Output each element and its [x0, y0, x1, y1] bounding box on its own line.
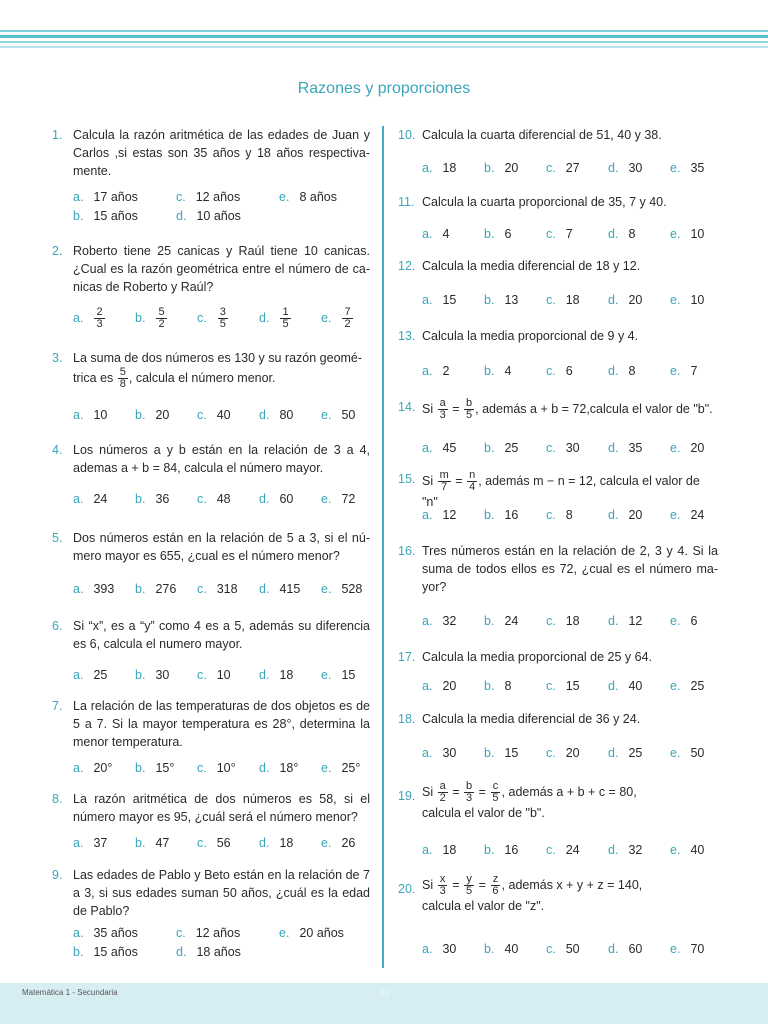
question-text: Si $\frac{m}{7}$ = $\frac{n}{4}$ , además m − n = 12, calcula el valor de "n" — [422, 469, 700, 509]
question-number: 3. — [52, 351, 63, 365]
question-text: Dos números están en la relación de 5 a 3, si el nú-mero mayor es 655, ¿cual es el número menor? — [73, 531, 370, 563]
question-text: Calcula la media proporcional de 9 y 4. — [422, 329, 639, 343]
option-d[interactable]: d. $\frac{1}{5}$ — [259, 306, 289, 330]
option-d[interactable]: d. 30 — [608, 161, 643, 175]
option-d[interactable]: d. 8 — [608, 364, 636, 378]
question-number: 1. — [52, 128, 63, 142]
question-number: 6. — [52, 619, 63, 633]
option-a[interactable]: a. 12 — [422, 508, 457, 522]
option-c[interactable]: c. 8 — [546, 508, 573, 522]
column-divider — [382, 126, 384, 968]
option-c[interactable]: c. 18 — [546, 614, 580, 628]
option-a[interactable]: a. 30 — [422, 746, 457, 760]
question-6 — [52, 617, 370, 653]
question-number: 17. — [398, 650, 416, 664]
fraction: $\frac{c}{5}$ — [492, 780, 499, 804]
option-a[interactable]: a. 18 — [422, 843, 457, 857]
fraction: $\frac{a}{2}$ — [439, 780, 446, 804]
question-text: Calcula la cuarta proporcional de 35, 7 y 40. — [422, 195, 667, 209]
question-15 — [398, 470, 718, 511]
question-number: 18. — [398, 712, 416, 726]
question-17 — [398, 648, 718, 666]
option-e[interactable]: e. 50 — [321, 408, 356, 422]
question-3 — [52, 349, 370, 390]
option-c[interactable]: c. 30 — [546, 441, 580, 455]
option-b[interactable]: b. 6 — [484, 227, 512, 241]
question-number: 12. — [398, 259, 416, 273]
question-1 — [52, 126, 370, 180]
question-text: Calcula la razón aritmética de las edades de Juan y Carlos ,si estas son 35 años y 18 años respectiva-mente. — [73, 128, 370, 178]
option-a[interactable]: a. 2 — [422, 364, 450, 378]
option-d[interactable]: d. 25 — [608, 746, 643, 760]
option-a[interactable]: a. 45 — [422, 441, 457, 455]
question-12 — [398, 257, 718, 275]
option-c[interactable]: c. 27 — [546, 161, 580, 175]
question-text: Tres números están en la relación de 2, 3 y 4. Si la suma de todos ellos es 72, ¿cual es el número ma-yor? — [422, 544, 718, 594]
option-e[interactable]: e. 10 — [670, 227, 705, 241]
option-c[interactable]: c. 48 — [197, 492, 231, 506]
option-b[interactable]: b. 15 años — [73, 945, 138, 959]
page-footer — [0, 983, 768, 1024]
option-d[interactable]: d. 18 años — [176, 945, 241, 959]
option-e[interactable]: e. 40 — [670, 843, 705, 857]
option-e[interactable]: e. 20 años — [279, 926, 344, 940]
option-c[interactable]: c. 318 — [197, 582, 238, 596]
option-d[interactable]: d. 40 — [608, 679, 643, 693]
question-5 — [52, 529, 370, 565]
option-c[interactable]: c. 12 años — [176, 190, 241, 204]
option-a[interactable]: a. 20 — [422, 679, 457, 693]
option-d[interactable]: d. 10 años — [176, 209, 241, 223]
option-e[interactable]: e. 25 — [670, 679, 705, 693]
option-e[interactable]: e. 8 años — [279, 190, 337, 204]
option-c[interactable]: c. $\frac{3}{5}$ — [197, 306, 226, 330]
option-d[interactable]: d. 20 — [608, 508, 643, 522]
option-d[interactable]: d. 60 — [608, 942, 643, 956]
question-number: 11. — [398, 195, 415, 209]
option-b[interactable]: b. 13 — [484, 293, 519, 307]
question-text: Calcula la media proporcional de 25 y 64. — [422, 650, 652, 664]
option-d[interactable]: d. 35 — [608, 441, 643, 455]
question-number: 19. — [398, 789, 416, 803]
question-text: Si $\frac{a}{2}$ = $\frac{b}{3}$ = $\frac{c}{5}$ , además a + b + c = 80, calcula el valor de "b". — [422, 780, 637, 820]
option-c[interactable]: c. 50 — [546, 942, 580, 956]
question-number: 14. — [398, 400, 416, 414]
option-a[interactable]: a. 15 — [422, 293, 457, 307]
option-d[interactable]: d. 18 — [259, 836, 294, 850]
question-text: La razón aritmética de dos números es 58, si el número mayor es 95, ¿cuál será el número menor? — [73, 792, 370, 824]
option-c[interactable]: c. 24 — [546, 843, 580, 857]
option-d[interactable]: d. 415 — [259, 582, 301, 596]
option-b[interactable]: b. 47 — [135, 836, 170, 850]
option-d[interactable]: d. 8 — [608, 227, 636, 241]
option-c[interactable]: c. 56 — [197, 836, 231, 850]
question-text: Calcula la media diferencial de 18 y 12. — [422, 259, 641, 273]
question-18 — [398, 710, 718, 728]
option-e[interactable]: e. 6 — [670, 614, 698, 628]
option-e[interactable]: e. 10 — [670, 293, 705, 307]
question-text: La relación de las temperaturas de dos objetos es de 5 a 7. Si la mayor temperatura es 28°, determina la menor temperatura. — [73, 699, 370, 749]
question-number: 9. — [52, 868, 63, 882]
option-d[interactable]: d. 20 — [608, 293, 643, 307]
option-b[interactable]: b. 4 — [484, 364, 512, 378]
option-b[interactable]: b. 30 — [135, 668, 170, 682]
option-b[interactable]: b. 20 — [484, 161, 519, 175]
question-11 — [398, 193, 718, 211]
option-b[interactable]: b. 24 — [484, 614, 519, 628]
option-e[interactable]: e. 7 — [670, 364, 698, 378]
question-number: 4. — [52, 443, 63, 457]
question-14 — [398, 398, 718, 421]
option-b[interactable]: b. 40 — [484, 942, 519, 956]
fraction: $\frac{7}{2}$ — [344, 306, 351, 330]
question-text: La suma de dos números es 130 y su razón geomé- trica es $\frac{5}{8}$ , calcula el número menor. — [73, 351, 363, 390]
option-e[interactable]: e. 20 — [670, 441, 705, 455]
question-text: Calcula la cuarta diferencial de 51, 40 y 38. — [422, 128, 662, 142]
question-number: 16. — [398, 544, 416, 558]
question-4 — [52, 441, 370, 477]
option-e[interactable]: e. $\frac{7}{2}$ — [321, 306, 351, 330]
option-e[interactable]: e. 50 — [670, 746, 705, 760]
fraction: $\frac{n}{4}$ — [469, 469, 476, 493]
question-text: Si “x”, es a “y” como 4 es a 5, además su diferencia es 6, calcula el numero mayor. — [73, 619, 370, 651]
option-c[interactable]: c. 7 — [546, 227, 573, 241]
option-d[interactable]: d. 18 — [259, 668, 294, 682]
question-number: 7. — [52, 699, 63, 713]
question-number: 13. — [398, 329, 416, 343]
option-b[interactable]: b. 25 — [484, 441, 519, 455]
question-number: 5. — [52, 531, 63, 545]
page-title: Razones y proporciones — [297, 80, 471, 97]
option-e[interactable]: e. 24 — [670, 508, 705, 522]
question-number: 10. — [398, 128, 416, 142]
question-19 — [398, 781, 718, 822]
option-e[interactable]: e. 15 — [321, 668, 356, 682]
question-text: Los números a y b están en la relación de 3 a 4, ademas a + b = 84, calcula el número mayor. — [73, 443, 370, 475]
question-16 — [398, 542, 718, 596]
fraction: $\frac{1}{5}$ — [282, 306, 289, 330]
option-b[interactable]: b. 20 — [135, 408, 170, 422]
question-text: Calcula la media diferencial de 36 y 24. — [422, 712, 641, 726]
option-b[interactable]: b. 16 — [484, 843, 519, 857]
option-e[interactable]: e. 26 — [321, 836, 356, 850]
option-b[interactable]: b. 15° — [135, 761, 175, 775]
fraction: $\frac{m}{7}$ — [439, 469, 449, 493]
fraction: $\frac{5}{2}$ — [158, 306, 165, 330]
option-c[interactable]: c. 15 — [546, 679, 580, 693]
question-8 — [52, 790, 370, 826]
option-a[interactable]: a. 4 — [422, 227, 450, 241]
option-a[interactable]: a. 18 — [422, 161, 457, 175]
option-a[interactable]: a. 393 — [73, 582, 115, 596]
option-c[interactable]: c. 20 — [546, 746, 580, 760]
fraction: $\frac{b}{3}$ — [466, 780, 473, 804]
option-b[interactable]: b. 276 — [135, 582, 177, 596]
question-13 — [398, 327, 718, 345]
option-d[interactable]: d. 18° — [259, 761, 299, 775]
question-number: 2. — [52, 244, 63, 258]
option-b[interactable]: b. $\frac{5}{2}$ — [135, 306, 165, 330]
question-text: Si $\frac{x}{3}$ = $\frac{y}{5}$ = $\frac{z}{6}$ , además x + y + z = 140, calcula el valor de "z". — [422, 873, 643, 913]
option-c[interactable]: c. 12 años — [176, 926, 241, 940]
option-c[interactable]: c. 18 — [546, 293, 580, 307]
fraction: $\frac{3}{5}$ — [219, 306, 226, 330]
question-number: 15. — [398, 472, 416, 486]
option-b[interactable]: b. 16 — [484, 508, 519, 522]
question-text: Roberto tiene 25 canicas y Raúl tiene 10 canicas. ¿Cual es la razón geométrica entre el número de ca-nicas de Roberto y Raúl? — [73, 244, 370, 294]
option-e[interactable]: e. 72 — [321, 492, 356, 506]
question-2 — [52, 242, 370, 296]
option-d[interactable]: d. 80 — [259, 408, 294, 422]
fraction: $\frac{2}{3}$ — [96, 306, 103, 330]
option-d[interactable]: d. 60 — [259, 492, 294, 506]
question-7 — [52, 697, 370, 751]
option-a[interactable]: a. 17 años — [73, 190, 138, 204]
footer-text: Matemática 1 - Secundaria — [22, 988, 118, 997]
option-a[interactable]: a. 30 — [422, 942, 457, 956]
fraction: $\frac{x}{3}$ — [439, 873, 446, 897]
question-number: 8. — [52, 792, 63, 806]
option-d[interactable]: d. 32 — [608, 843, 643, 857]
page-number: 11 — [380, 988, 390, 998]
fraction: $\frac{z}{6}$ — [492, 873, 499, 897]
option-d[interactable]: d. 12 — [608, 614, 643, 628]
option-a[interactable]: a. 35 años — [73, 926, 138, 940]
option-b[interactable]: b. 15 — [484, 746, 519, 760]
option-a[interactable]: a. 20° — [73, 761, 113, 775]
option-b[interactable]: b. 8 — [484, 679, 512, 693]
fraction: $\frac{b}{5}$ — [466, 397, 473, 421]
option-e[interactable]: e. 35 — [670, 161, 705, 175]
option-e[interactable]: e. 25° — [321, 761, 361, 775]
option-a[interactable]: a. 25 — [73, 668, 108, 682]
question-text: Las edades de Pablo y Beto están en la relación de 7 a 3, si sus edades suman 50 años, ¿cuál es la edad de Pablo? — [73, 868, 370, 918]
fraction: $\frac{5}{8}$ — [119, 366, 126, 390]
header-stripes — [0, 30, 768, 50]
fraction: $\frac{a}{3}$ — [439, 397, 446, 421]
question-20 — [398, 874, 718, 915]
option-e[interactable]: e. 528 — [321, 582, 363, 596]
option-b[interactable]: b. 15 años — [73, 209, 138, 223]
option-c[interactable]: c. 40 — [197, 408, 231, 422]
question-text: Si $\frac{a}{3}$ = $\frac{b}{5}$ , además a + b = 72,calcula el valor de "b". — [422, 397, 713, 421]
option-a[interactable]: a. 37 — [73, 836, 108, 850]
option-a[interactable]: a. 24 — [73, 492, 108, 506]
option-b[interactable]: b. 36 — [135, 492, 170, 506]
question-9 — [52, 866, 370, 920]
option-e[interactable]: e. 70 — [670, 942, 705, 956]
option-a[interactable]: a. 10 — [73, 408, 108, 422]
fraction: $\frac{y}{5}$ — [466, 873, 473, 897]
option-c[interactable]: c. 10 — [197, 668, 231, 682]
option-a[interactable]: a. 32 — [422, 614, 457, 628]
question-number: 20. — [398, 882, 416, 896]
question-10 — [398, 126, 718, 144]
option-c[interactable]: c. 6 — [546, 364, 573, 378]
option-c[interactable]: c. 10° — [197, 761, 236, 775]
option-a[interactable]: a. $\frac{2}{3}$ — [73, 306, 103, 330]
